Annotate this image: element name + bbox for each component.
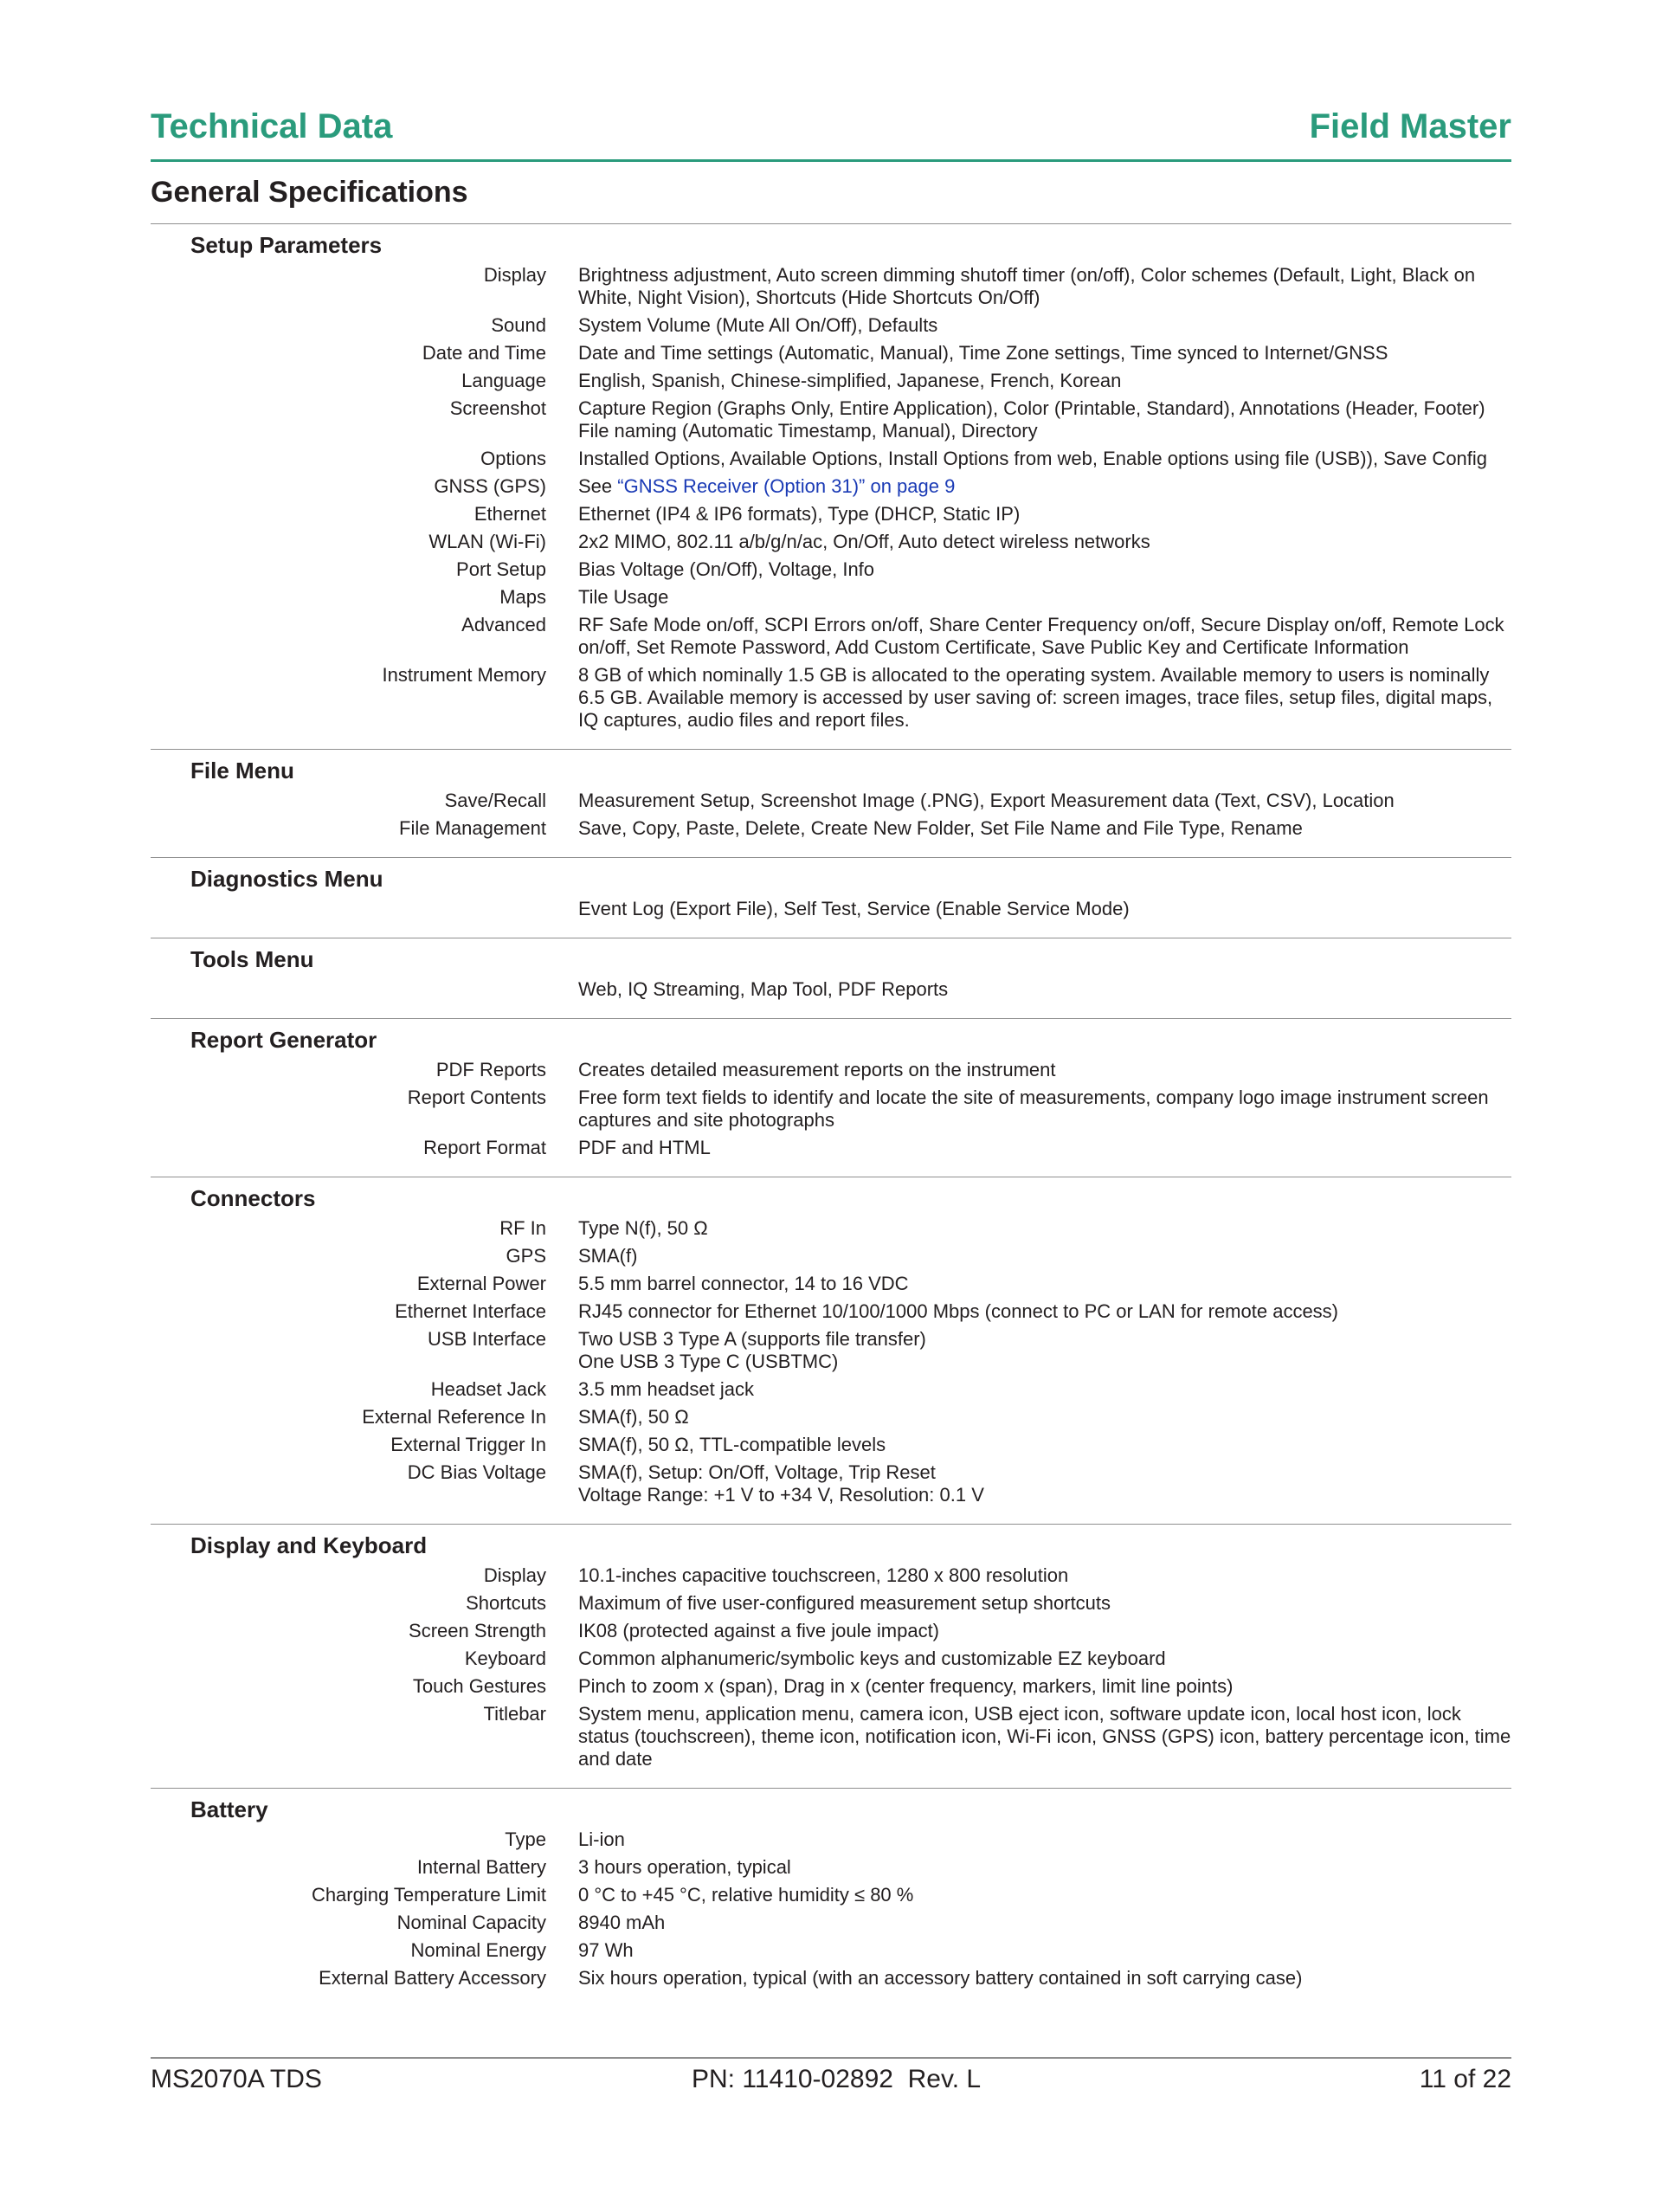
spec-value: Type N(f), 50 Ω xyxy=(578,1217,708,1239)
spec-value: 3 hours operation, typical xyxy=(578,1856,791,1878)
spec-label: Ethernet xyxy=(473,503,546,525)
spec-value: 8940 mAh xyxy=(578,1912,666,1933)
spec-row xyxy=(151,503,1511,526)
spec-label: USB Interface xyxy=(428,1328,546,1350)
header-product-name: Field Master xyxy=(1309,107,1511,145)
spec-value: Pinch to zoom x (span), Drag in x (center frequency, markers, limit line points) xyxy=(578,1675,1234,1697)
spec-label: Type xyxy=(505,1828,546,1850)
spec-value: System menu, application menu, camera icon, USB eject icon, software update icon, local host icon, lock status (touchscreen), theme icon, notification icon, Wi-Fi icon, GNSS (GPS) icon, battery percentage icon, time and date xyxy=(578,1703,1511,1770)
spec-value: SMA(f), 50 Ω xyxy=(578,1406,689,1428)
spec-label: Ethernet Interface xyxy=(395,1300,546,1322)
spec-section xyxy=(151,1177,1511,1524)
spec-label: Titlebar xyxy=(483,1703,546,1725)
spec-value: Maximum of five user-configured measurement setup shortcuts xyxy=(578,1592,1111,1614)
spec-value: 8 GB of which nominally 1.5 GB is allocated to the operating system. Available memory to users is nominally 6.5 GB. Available memory is accessed by user saving of: screen images, trace files, setup files, digital maps, IQ captures, audio files and report files. xyxy=(578,664,1493,731)
spec-row xyxy=(151,1328,1511,1373)
spec-label: Save/Recall xyxy=(444,790,546,811)
spec-label: Advanced xyxy=(461,614,546,635)
spec-label: Report Contents xyxy=(407,1087,546,1108)
section-title: Connectors xyxy=(190,1185,316,1211)
spec-row xyxy=(151,397,1511,442)
spec-row xyxy=(151,790,1511,812)
spec-label: Report Format xyxy=(423,1137,546,1158)
spec-section xyxy=(151,938,1511,1018)
spec-value: Two USB 3 Type A (supports file transfer) One USB 3 Type C (USBTMC) xyxy=(578,1328,926,1372)
spec-row xyxy=(151,1939,1511,1962)
spec-label: Shortcuts xyxy=(466,1592,546,1614)
spec-row xyxy=(151,1217,1511,1240)
spec-value: SMA(f) xyxy=(578,1245,638,1267)
footer-document-id: MS2070A TDS xyxy=(151,2065,322,2093)
spec-label: GNSS (GPS) xyxy=(434,475,546,497)
spec-label xyxy=(151,898,546,920)
spec-row xyxy=(151,1300,1511,1323)
spec-row xyxy=(151,664,1511,732)
spec-value: Installed Options, Available Options, Install Options from web, Enable options using file (USB)), Save Config xyxy=(578,448,1488,469)
spec-label: Date and Time xyxy=(422,342,546,364)
spec-label: Internal Battery xyxy=(416,1856,546,1878)
page-title: General Specifications xyxy=(151,176,468,209)
spec-label: Language xyxy=(461,370,546,391)
spec-value: Measurement Setup, Screenshot Image (.PNG), Export Measurement data (Text, CSV), Location xyxy=(578,790,1395,811)
spec-label: RF In xyxy=(499,1217,546,1239)
spec-section xyxy=(151,857,1511,938)
spec-row xyxy=(151,1856,1511,1879)
spec-row xyxy=(151,1245,1511,1267)
spec-label: Charging Temperature Limit xyxy=(311,1884,546,1906)
spec-row xyxy=(151,1059,1511,1081)
section-title: Report Generator xyxy=(190,1027,377,1053)
spec-value: 10.1-inches capacitive touchscreen, 1280 x 800 resolution xyxy=(578,1564,1069,1586)
spec-value: Event Log (Export File), Self Test, Service (Enable Service Mode) xyxy=(578,898,1130,919)
spec-row xyxy=(151,448,1511,470)
spec-label: Screenshot xyxy=(449,397,546,419)
spec-label: Display xyxy=(483,1564,546,1586)
spec-value: IK08 (protected against a five joule impact) xyxy=(578,1620,940,1641)
spec-row xyxy=(151,1620,1511,1642)
spec-value: Brightness adjustment, Auto screen dimming shutoff timer (on/off), Color schemes (Default, Light, Black on White, Night Vision), Shortcuts (Hide Shortcuts On/Off) xyxy=(578,264,1476,308)
spec-label: Maps xyxy=(499,586,546,608)
spec-row xyxy=(151,1434,1511,1456)
spec-row xyxy=(151,1137,1511,1159)
spec-label: Port Setup xyxy=(456,558,546,580)
footer-page-number: 11 of 22 xyxy=(1419,2065,1511,2093)
header-divider xyxy=(151,159,1511,162)
spec-value: Date and Time settings (Automatic, Manual), Time Zone settings, Time synced to Internet/GNSS xyxy=(578,342,1388,364)
spec-value: 3.5 mm headset jack xyxy=(578,1378,754,1400)
spec-label: External Trigger In xyxy=(390,1434,546,1455)
spec-value: Web, IQ Streaming, Map Tool, PDF Reports xyxy=(578,978,949,1000)
spec-row xyxy=(151,614,1511,659)
section-title: File Menu xyxy=(190,758,294,784)
spec-value xyxy=(578,475,1511,498)
spec-row xyxy=(151,898,1511,920)
spec-row xyxy=(151,1703,1511,1770)
spec-row xyxy=(151,1884,1511,1906)
spec-value: RF Safe Mode on/off, SCPI Errors on/off, Share Center Frequency on/off, Secure Display on/off, Remote Lock on/off, Set Remote Password, Add Custom Certificate, Save Public Key and Certificate Information xyxy=(578,614,1504,658)
spec-label: Display xyxy=(483,264,546,286)
spec-label: Touch Gestures xyxy=(412,1675,546,1697)
spec-row xyxy=(151,1406,1511,1428)
spec-value: Li-ion xyxy=(578,1828,625,1850)
cross-reference-link[interactable]: “GNSS Receiver (Option 31)” on page 9 xyxy=(617,475,956,497)
spec-value: SMA(f), 50 Ω, TTL-compatible levels xyxy=(578,1434,886,1455)
section-title: Battery xyxy=(190,1796,268,1822)
spec-label: File Management xyxy=(399,817,546,839)
document-page xyxy=(151,0,1511,2212)
spec-value: Ethernet (IP4 & IP6 formats), Type (DHCP, Static IP) xyxy=(578,503,1021,525)
spec-label: Headset Jack xyxy=(430,1378,546,1400)
spec-label: External Reference In xyxy=(362,1406,546,1428)
section-title: Diagnostics Menu xyxy=(190,866,383,892)
specifications-list xyxy=(151,223,1511,2007)
spec-label: GPS xyxy=(506,1245,546,1267)
spec-value: Bias Voltage (On/Off), Voltage, Info xyxy=(578,558,875,580)
spec-row xyxy=(151,1912,1511,1934)
spec-label: External Battery Accessory xyxy=(319,1967,546,1989)
spec-value: Creates detailed measurement reports on the instrument xyxy=(578,1059,1056,1080)
spec-label: External Power xyxy=(416,1273,546,1294)
spec-label: PDF Reports xyxy=(435,1059,546,1080)
spec-value-prefix: See xyxy=(578,475,618,497)
spec-label xyxy=(151,978,546,1001)
spec-row xyxy=(151,558,1511,581)
spec-value: Six hours operation, typical (with an accessory battery contained in soft carrying case) xyxy=(578,1967,1303,1989)
section-title: Setup Parameters xyxy=(190,232,383,258)
spec-value: Save, Copy, Paste, Delete, Create New Folder, Set File Name and File Type, Rename xyxy=(578,817,1303,839)
spec-label: Keyboard xyxy=(464,1648,546,1669)
spec-row xyxy=(151,370,1511,392)
spec-section xyxy=(151,223,1511,749)
spec-row xyxy=(151,1273,1511,1295)
spec-label: Options xyxy=(480,448,546,469)
spec-row xyxy=(151,314,1511,337)
spec-value: 5.5 mm barrel connector, 14 to 16 VDC xyxy=(578,1273,909,1294)
page-footer xyxy=(151,2057,1511,2100)
section-title: Tools Menu xyxy=(190,946,314,972)
spec-row xyxy=(151,475,1511,498)
spec-row xyxy=(151,817,1511,840)
spec-label: WLAN (Wi-Fi) xyxy=(428,531,546,552)
spec-label: Instrument Memory xyxy=(382,664,546,686)
spec-section xyxy=(151,749,1511,857)
spec-value: 0 °C to +45 °C, relative humidity ≤ 80 % xyxy=(578,1884,914,1906)
spec-row xyxy=(151,1675,1511,1698)
spec-row xyxy=(151,1378,1511,1401)
spec-row xyxy=(151,1564,1511,1587)
footer-part-number: PN: 11410-02892 Rev. L xyxy=(692,2065,982,2093)
spec-value: Common alphanumeric/symbolic keys and customizable EZ keyboard xyxy=(578,1648,1166,1669)
spec-value: RJ45 connector for Ethernet 10/100/1000 Mbps (connect to PC or LAN for remote access) xyxy=(578,1300,1339,1322)
spec-value: PDF and HTML xyxy=(578,1137,711,1158)
spec-value: Tile Usage xyxy=(578,586,669,608)
spec-section xyxy=(151,1018,1511,1177)
footer-divider xyxy=(151,2057,1511,2059)
spec-row xyxy=(151,586,1511,609)
spec-value: English, Spanish, Chinese-simplified, Japanese, French, Korean xyxy=(578,370,1122,391)
section-title: Display and Keyboard xyxy=(190,1532,428,1558)
spec-label: Nominal Capacity xyxy=(396,1912,546,1933)
spec-value: 2x2 MIMO, 802.11 a/b/g/n/ac, On/Off, Auto detect wireless networks xyxy=(578,531,1150,552)
spec-row xyxy=(151,1087,1511,1132)
spec-label: Nominal Energy xyxy=(410,1939,546,1961)
spec-row xyxy=(151,531,1511,553)
spec-value: Free form text fields to identify and locate the site of measurements, company logo image instrument screen captures and site photographs xyxy=(578,1087,1489,1131)
header-section-title: Technical Data xyxy=(151,107,393,145)
spec-label: Screen Strength xyxy=(409,1620,546,1641)
spec-section xyxy=(151,1788,1511,2007)
spec-value: System Volume (Mute All On/Off), Defaults xyxy=(578,314,938,336)
spec-value: 97 Wh xyxy=(578,1939,634,1961)
spec-label: DC Bias Voltage xyxy=(407,1461,546,1483)
spec-row xyxy=(151,264,1511,309)
spec-row xyxy=(151,1648,1511,1670)
spec-label: Sound xyxy=(491,314,546,336)
spec-row xyxy=(151,1967,1511,1990)
spec-value: SMA(f), Setup: On/Off, Voltage, Trip Reset Voltage Range: +1 V to +34 V, Resolution: 0.1 V xyxy=(578,1461,984,1506)
spec-row xyxy=(151,1461,1511,1506)
page-header xyxy=(151,102,1511,163)
spec-row xyxy=(151,342,1511,364)
spec-section xyxy=(151,1524,1511,1788)
spec-row xyxy=(151,978,1511,1001)
spec-row xyxy=(151,1828,1511,1851)
spec-value: Capture Region (Graphs Only, Entire Application), Color (Printable, Standard), Annotations (Header, Footer) File naming (Automatic Timestamp, Manual), Directory xyxy=(578,397,1485,442)
spec-row xyxy=(151,1592,1511,1615)
